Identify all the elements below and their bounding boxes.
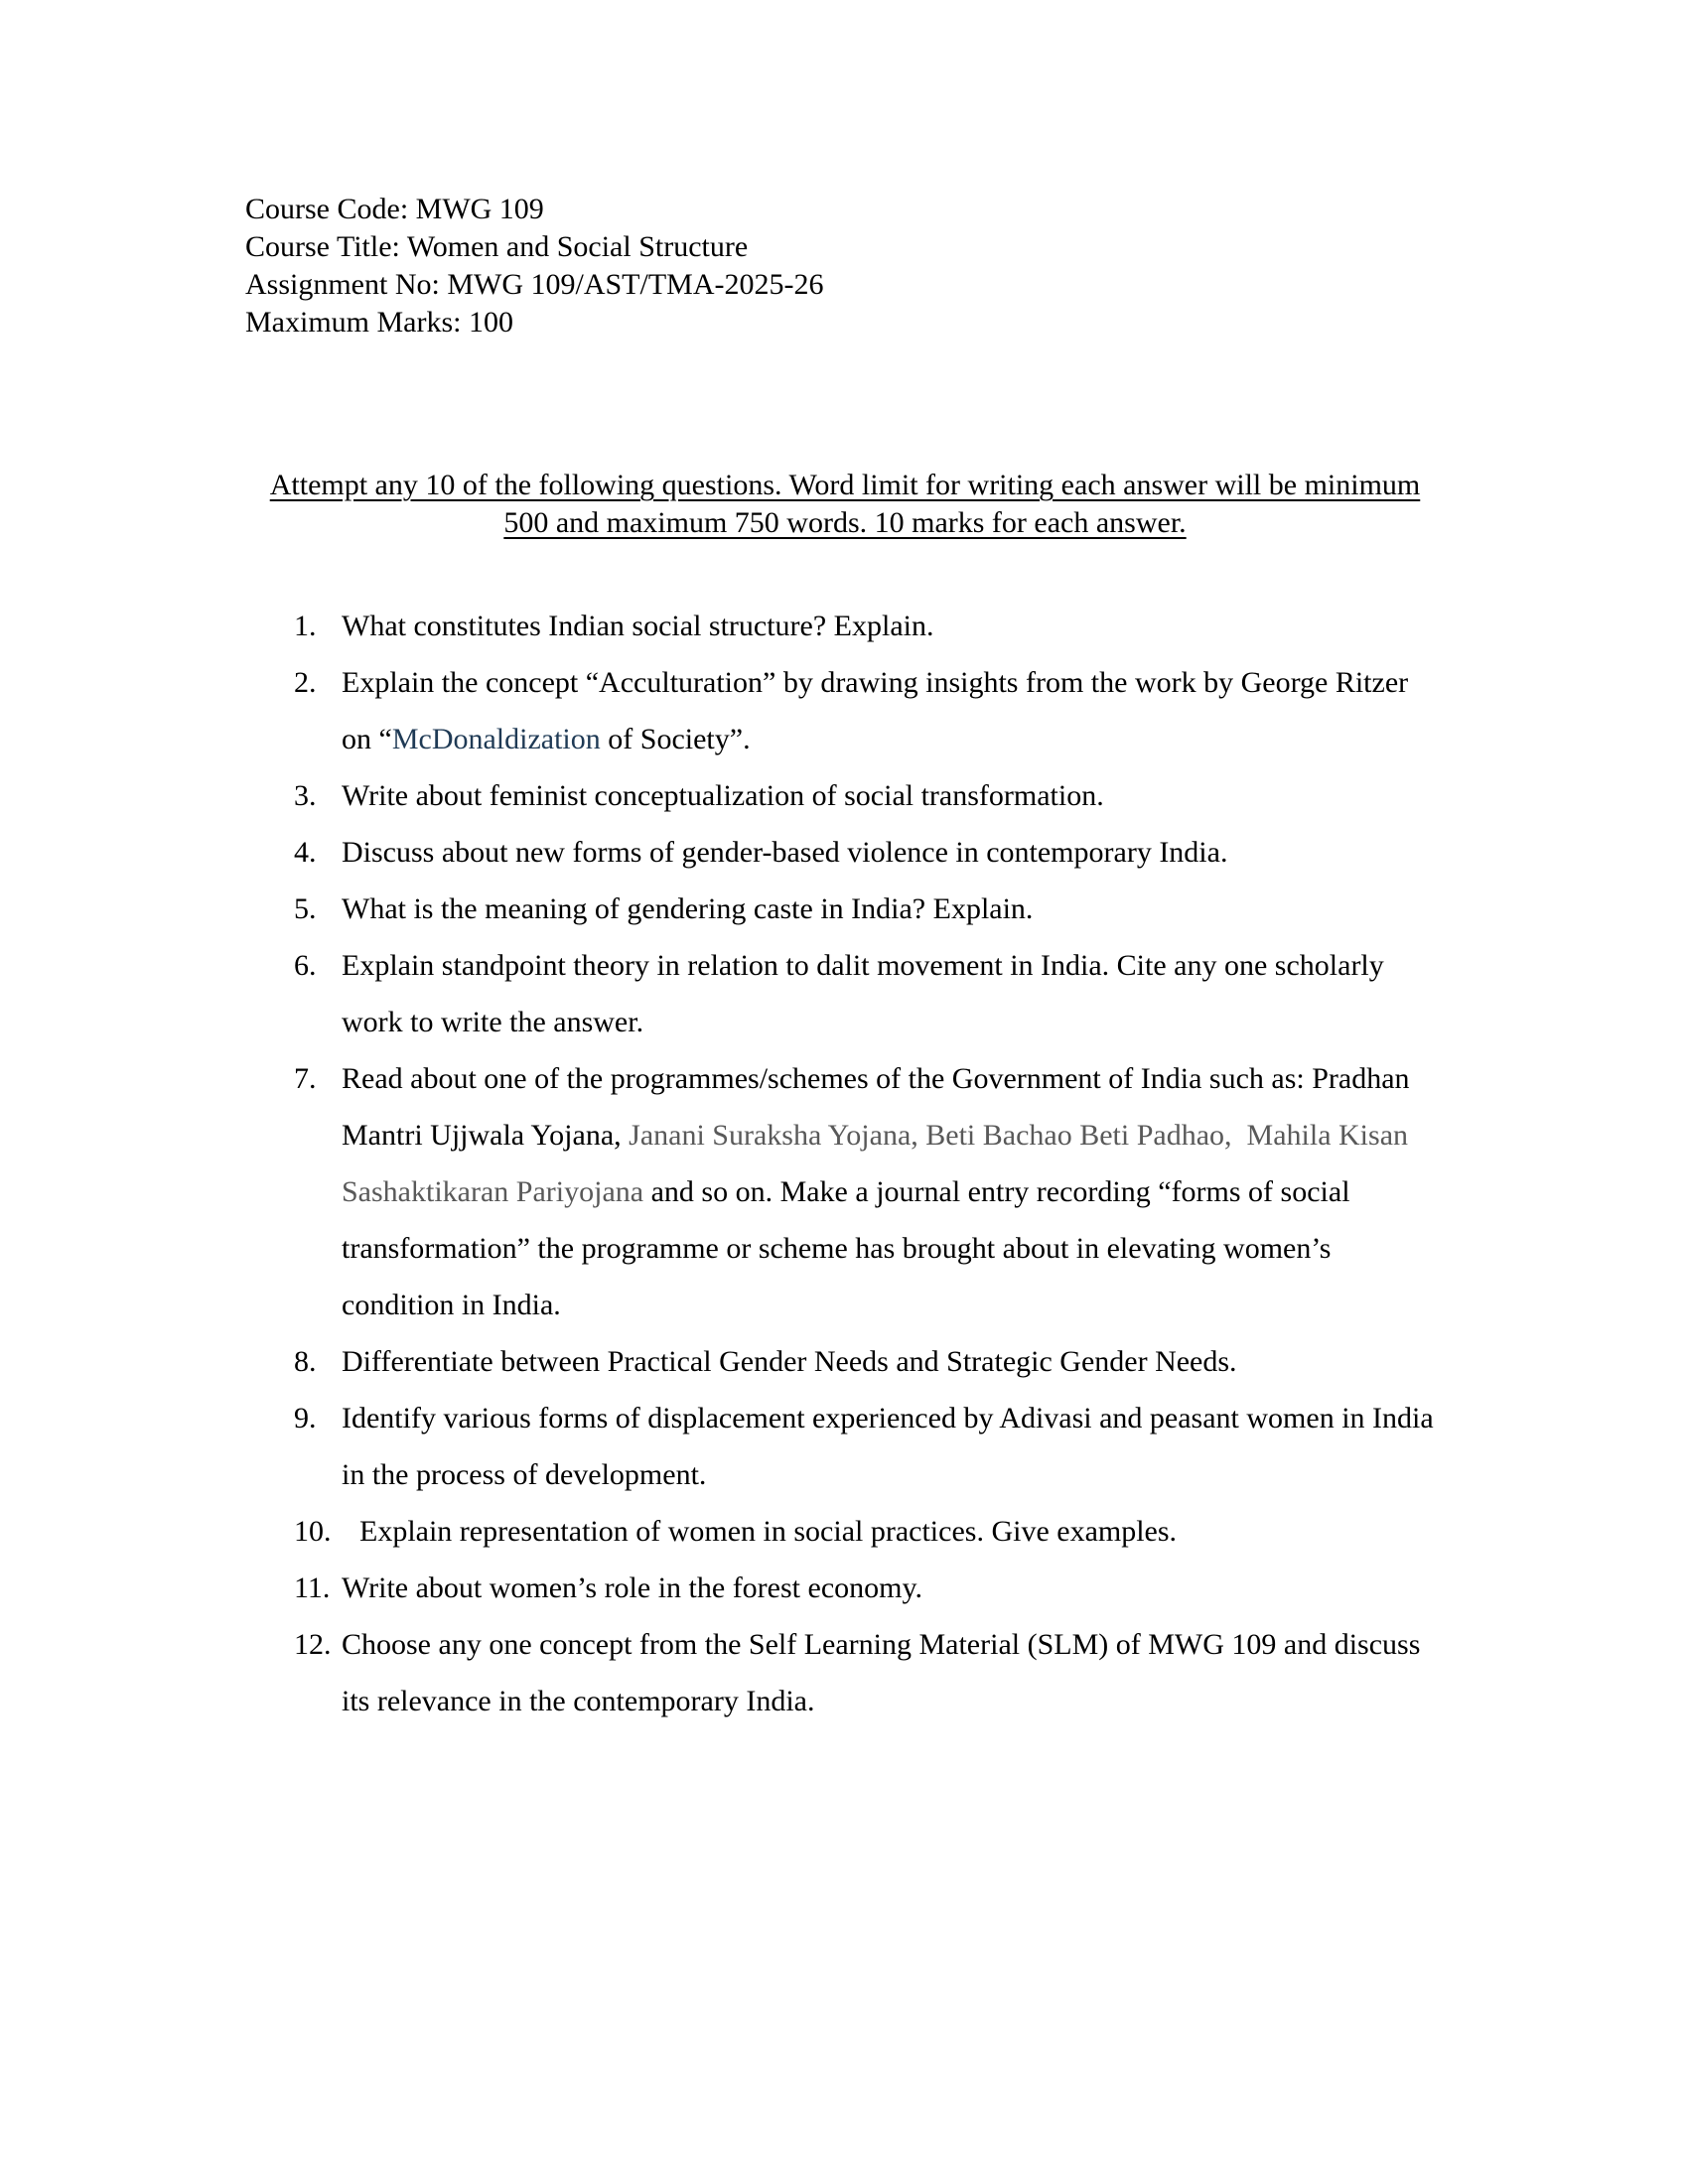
text-segment: Read about one of the programmes/schemes of the Government of India such as: Pradhan Mantri Ujjwala Yojana,: [342, 1062, 1418, 1152]
text-segment: of Society”.: [600, 723, 751, 755]
question-item: [294, 1616, 1445, 1729]
question-text: [342, 1503, 1445, 1560]
question-item: [294, 824, 1445, 881]
question-text: [342, 937, 1445, 1050]
question-text: [342, 1390, 1445, 1503]
question-text: [342, 1333, 1445, 1390]
question-item: [294, 881, 1445, 937]
text-segment: Explain representation of women in social practices. Give examples.: [359, 1515, 1178, 1548]
questions-list: [245, 598, 1445, 1729]
question-text: [342, 654, 1445, 767]
question-item: [294, 1050, 1445, 1333]
text-segment: Explain the concept “Acculturation” by drawing insights from the work by George Ritzer on “: [342, 666, 1416, 755]
course-code-line: Course Code: MWG 109: [245, 193, 544, 225]
text-segment: Differentiate between Practical Gender Needs and Strategic Gender Needs.: [342, 1345, 1237, 1378]
text-segment: What constitutes Indian social structure? Explain.: [342, 610, 934, 642]
question-text: [342, 1616, 1445, 1729]
document-header: [245, 191, 1445, 341]
text-segment: What is the meaning of gendering caste in India? Explain.: [342, 892, 1034, 925]
question-item: [294, 937, 1445, 1050]
question-text: [342, 767, 1445, 824]
assignment-no-line: Assignment No: MWG 109/AST/TMA-2025-26: [245, 268, 824, 301]
text-segment: Write about women’s role in the forest economy.: [342, 1571, 923, 1604]
question-text: [342, 598, 1445, 654]
question-number: 1.: [294, 610, 317, 642]
question-item: [294, 1560, 1445, 1616]
text-segment: Choose any one concept from the Self Learning Material (SLM) of MWG 109 and discuss its relevance in the contemporary India.: [342, 1628, 1428, 1717]
question-number: 7.: [294, 1062, 317, 1095]
question-text: [342, 881, 1445, 937]
question-item: [294, 654, 1445, 767]
question-text: [342, 824, 1445, 881]
question-text: [342, 1050, 1445, 1333]
text-segment: Write about feminist conceptualization of social transformation.: [342, 779, 1104, 812]
text-segment-gray: Janani Suraksha Yojana, Beti Bachao Beti Padhao, Mahila Kisan Sashaktikaran Pariyojana: [342, 1119, 1416, 1208]
question-number: 12.: [294, 1628, 332, 1661]
text-segment-blue: McDonaldization: [391, 723, 601, 755]
question-item: [294, 1503, 1445, 1560]
question-item: [294, 598, 1445, 654]
text-segment: Identify various forms of displacement experienced by Adivasi and peasant women in India in the process of development.: [342, 1402, 1442, 1491]
maximum-marks-line: Maximum Marks: 100: [245, 306, 513, 339]
question-item: [294, 1333, 1445, 1390]
question-number: 10.: [294, 1515, 332, 1548]
question-text: [342, 1560, 1445, 1616]
question-number: 3.: [294, 779, 317, 812]
question-number: 11.: [294, 1571, 331, 1604]
question-number: 4.: [294, 836, 317, 869]
text-segment: Explain standpoint theory in relation to dalit movement in India. Cite any one scholarly work to write the answer.: [342, 949, 1392, 1038]
text-segment: Discuss about new forms of gender-based violence in contemporary India.: [342, 836, 1228, 869]
question-number: 6.: [294, 949, 317, 982]
course-title-line: Course Title: Women and Social Structure: [245, 230, 749, 263]
instruction-text: Attempt any 10 of the following questions. Word limit for writing each answer will be minimum 500 and maximum 750 words. 10 marks for each answer.: [269, 469, 1421, 539]
question-item: [294, 1390, 1445, 1503]
question-number: 2.: [294, 666, 317, 699]
question-number: 9.: [294, 1402, 317, 1434]
question-number: 5.: [294, 892, 317, 925]
question-item: [294, 767, 1445, 824]
question-number: 8.: [294, 1345, 317, 1378]
text-segment: and so on. Make a journal entry recording “forms of social transformation” the programme or scheme has brought about in elevating women’s condition in India.: [342, 1175, 1358, 1321]
